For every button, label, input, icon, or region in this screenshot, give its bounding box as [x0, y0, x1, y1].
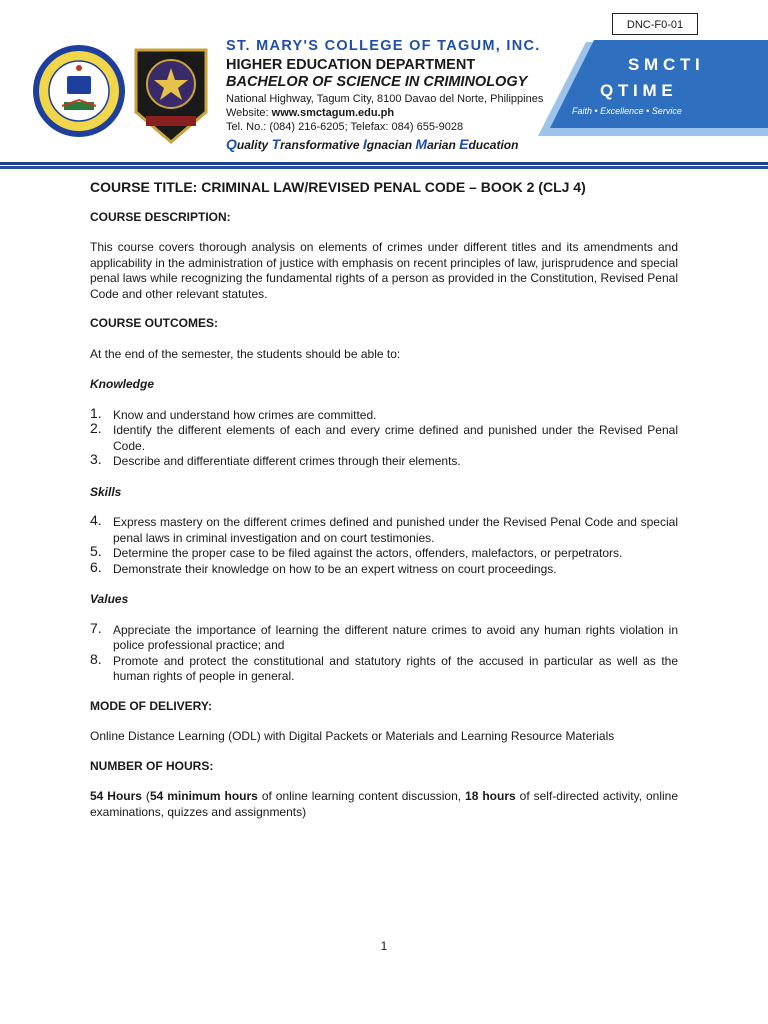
- delivery-text: Online Distance Learning (ODL) with Digital Packets or Materials and Learning Resource Materials: [90, 729, 615, 743]
- motto: Quality Transformative Ignacian Marian Education: [226, 136, 519, 152]
- knowledge-list: [90, 404, 678, 470]
- desc-heading: COURSE DESCRIPTION:: [90, 209, 231, 224]
- website-label: Website:: [226, 107, 269, 119]
- school-name: ST. MARY'S COLLEGE OF TAGUM, INC.: [226, 38, 541, 54]
- list-item: 7. Appreciate the importance of learning the different nature crimes to avoid any human rights violation in police professional practice; and: [90, 619, 678, 652]
- list-item: 1. Know and understand how crimes are committed.: [90, 404, 377, 422]
- values-heading: Values: [90, 592, 129, 606]
- list-item: 5. Determine the proper case to be filed against the actors, offenders, malefactors, or perpetrators.: [90, 543, 623, 560]
- banner-line1: S M C T I: [628, 55, 700, 74]
- list-item: 3. Describe and differentiate different crimes through their elements.: [90, 451, 461, 468]
- course-description: This course covers thorough analysis on elements of crimes under different titles and its amendments and applicability in the administration of justice with emphasis on recent principles of law, jurisprudence and special penal laws while recognizing the fundamental rights of a person as provided in the Constitution, Revised Penal Code and other relevant statutes.: [90, 240, 678, 301]
- document-code: DNC-F0-01: [612, 13, 698, 35]
- values-list: [90, 619, 678, 685]
- knowledge-heading: Knowledge: [90, 377, 155, 391]
- department-name: HIGHER EDUCATION DEPARTMENT: [226, 57, 476, 73]
- list-item: 4. Express mastery on the different crimes defined and punished under the Revised Penal Code and special penal laws in criminal investigation and on court testimonies.: [90, 512, 678, 545]
- website-link[interactable]: www.smctagum.edu.ph: [271, 107, 395, 119]
- phone-line: Tel. No.: (084) 216-6205; Telefax: 084) 655-9028: [226, 121, 464, 133]
- page-number: 1: [380, 939, 388, 953]
- list-item: 6. Demonstrate their knowledge on how to be an expert witness on court proceedings.: [90, 558, 557, 576]
- hours-text: 54 Hours (54 minimum hours of online learning content discussion, 18 hours of self-directed activity, online examinations, quizzes and assignments): [90, 789, 679, 819]
- list-item: 8. Promote and protect the constitutional and statutory rights of the accused in particular as well as the human rights of people in general.: [90, 650, 678, 683]
- delivery-heading: MODE OF DELIVERY:: [90, 698, 213, 713]
- college-seal-logo: [32, 44, 126, 138]
- banner-tagline: Faith • Excellence • Service: [572, 106, 682, 116]
- header-rule-top: [0, 162, 768, 165]
- school-address: National Highway, Tagum City, 8100 Davao del Norte, Philippines: [226, 93, 544, 105]
- hours-heading: NUMBER OF HOURS:: [90, 758, 214, 773]
- header-rule-bottom: [0, 166, 768, 169]
- skills-heading: Skills: [90, 484, 122, 499]
- program-name: BACHELOR OF SCIENCE IN CRIMINOLOGY: [226, 74, 528, 90]
- skills-list: [90, 512, 678, 577]
- criminology-logo: [130, 42, 212, 146]
- outcomes-intro: At the end of the semester, the students should be able to:: [90, 346, 401, 361]
- course-title: COURSE TITLE: CRIMINAL LAW/REVISED PENAL CODE – BOOK 2 (CLJ 4): [90, 179, 586, 195]
- list-item: 2. Identify the different elements of each and every crime defined and punished under the Revised Penal Code.: [90, 420, 678, 453]
- document-body: [90, 180, 678, 820]
- smcti-banner: [536, 40, 768, 138]
- banner-line2: Q T I M E: [600, 81, 673, 100]
- outcomes-heading: COURSE OUTCOMES:: [90, 316, 219, 330]
